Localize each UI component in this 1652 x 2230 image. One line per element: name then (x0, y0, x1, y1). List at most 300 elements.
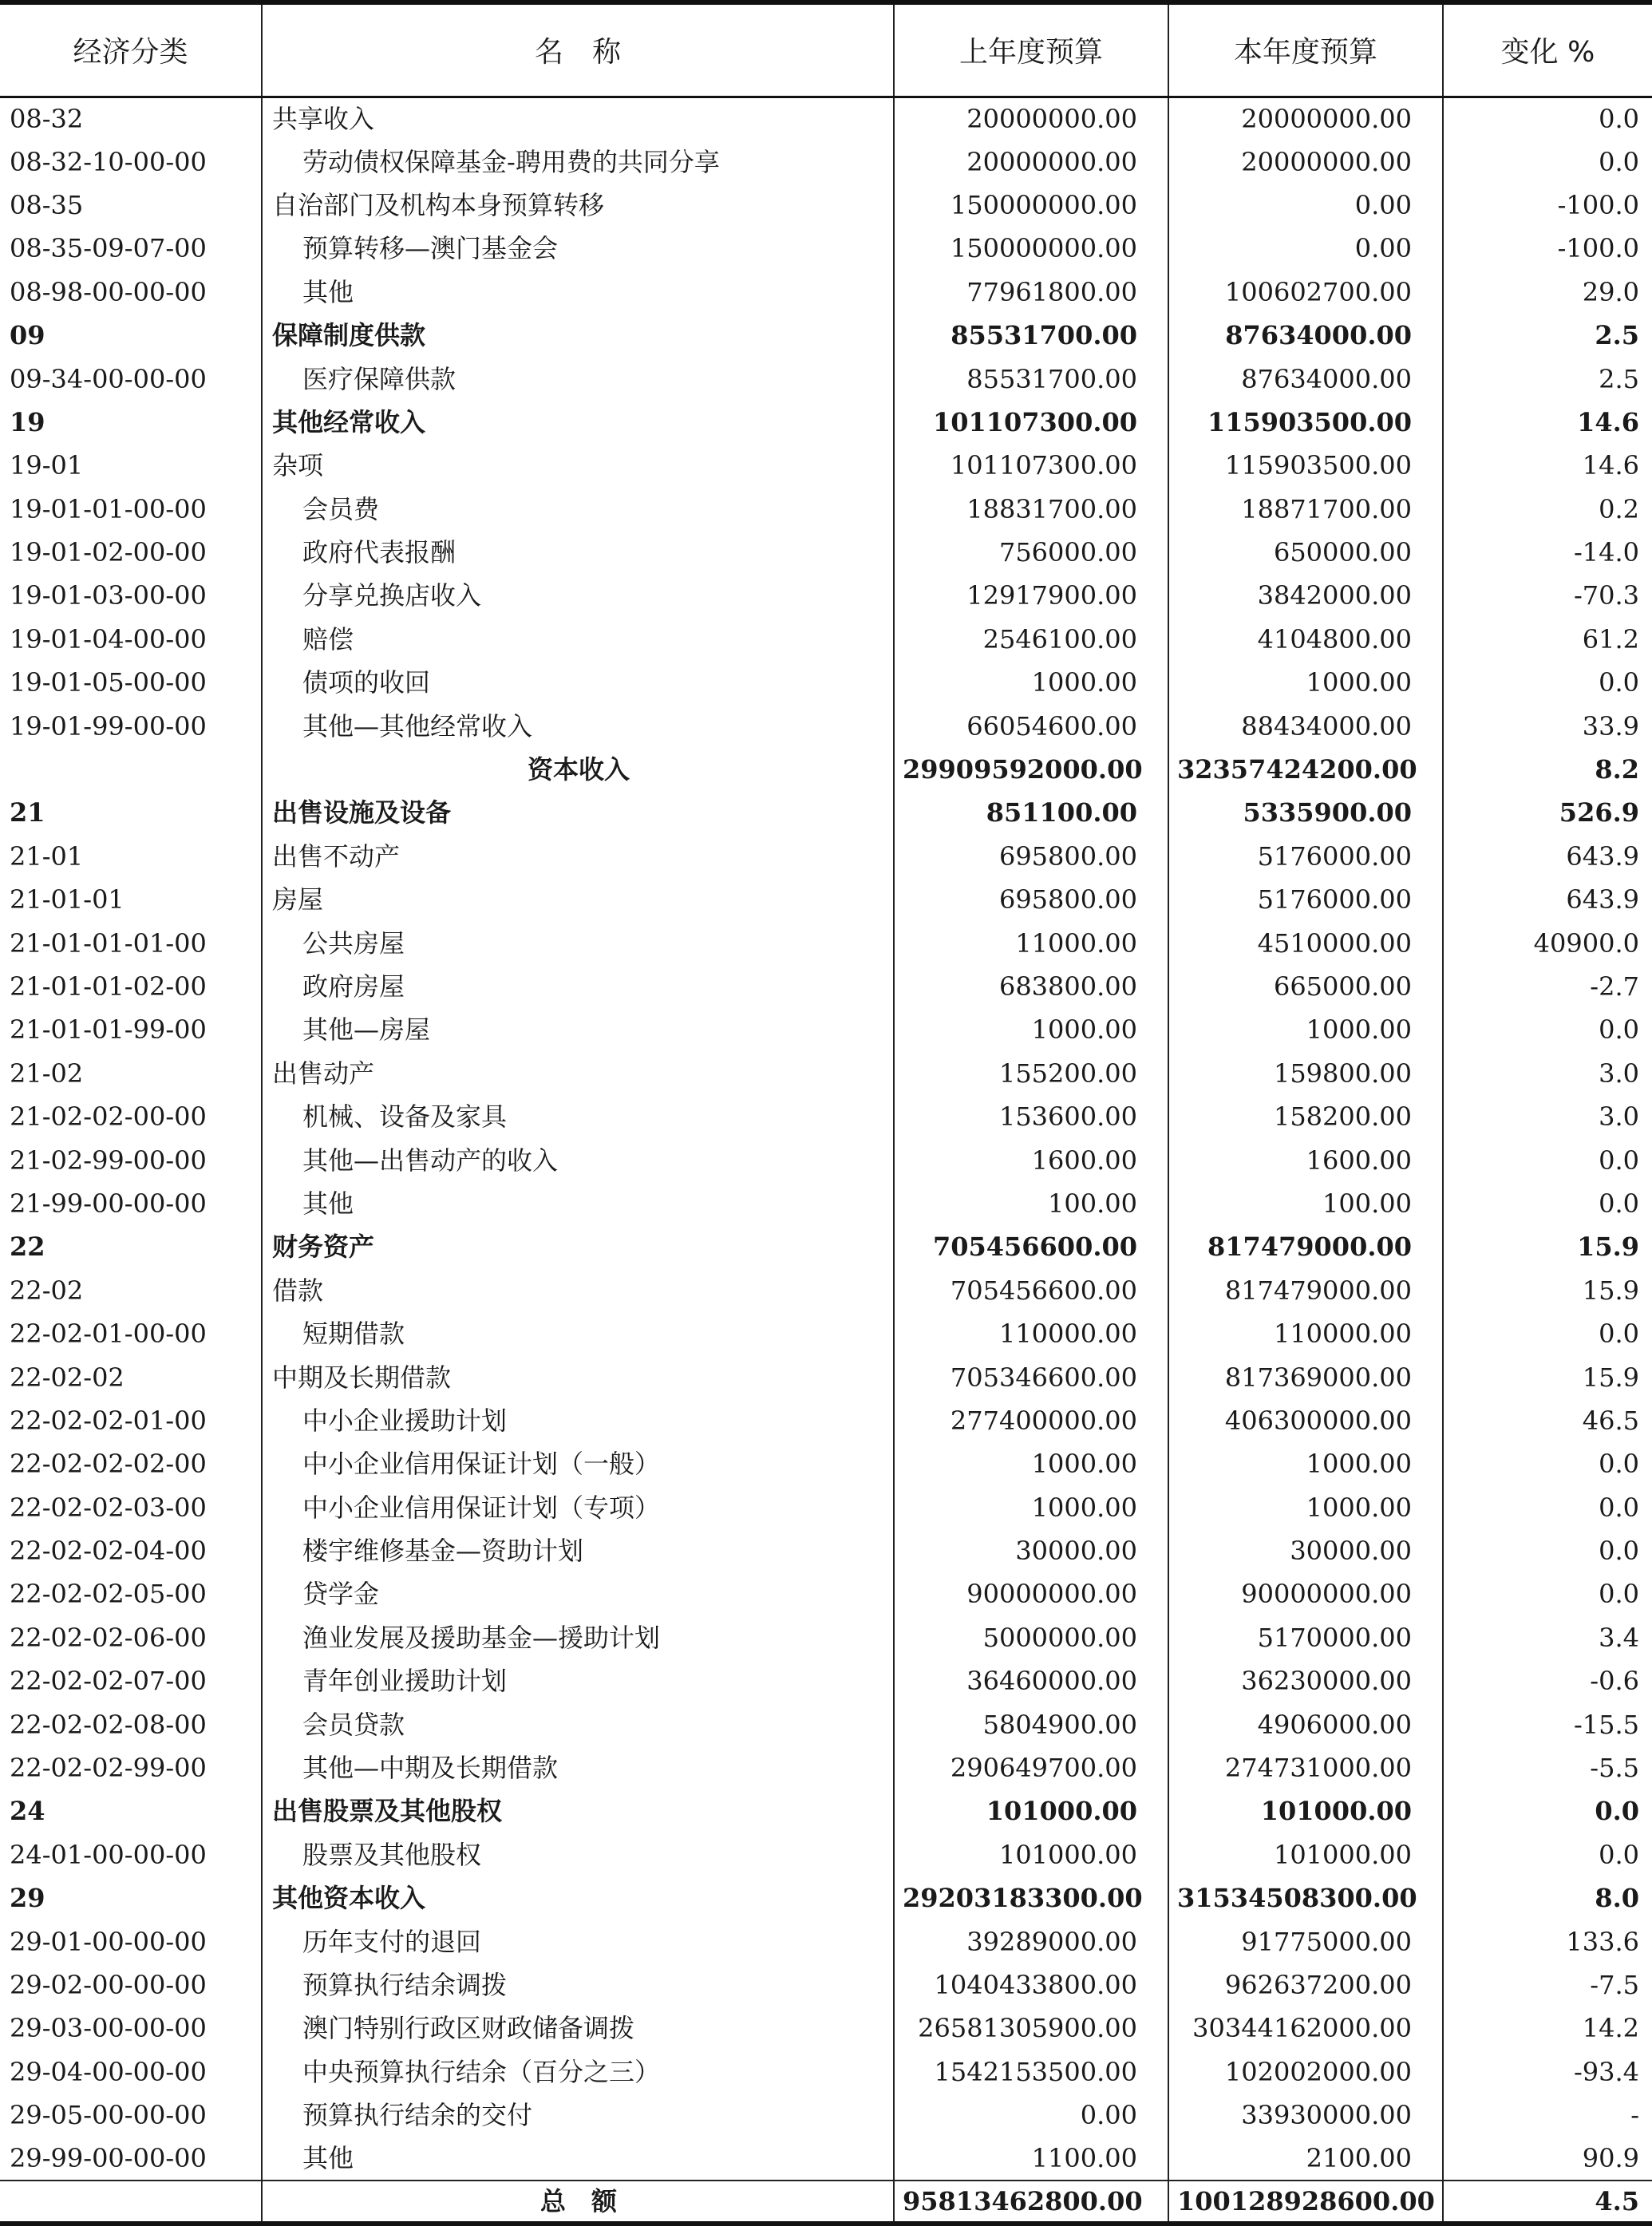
table-row (0, 1529, 1652, 1572)
current-year-amount: 5335900.00 (1168, 791, 1443, 834)
item-name: 出售不动产 (262, 835, 894, 878)
previous-year-amount: 11000.00 (894, 921, 1168, 964)
item-name: 预算执行结余调拨 (262, 1963, 894, 2007)
change-percent: 3.4 (1599, 1622, 1639, 1653)
change-percent: -93.4 (1573, 2056, 1639, 2087)
item-name: 渔业发展及援助基金—援助计划 (262, 1616, 894, 1659)
change-percent: 0.0 (1599, 1492, 1639, 1523)
previous-year-amount: 101000.00 (894, 1789, 1168, 1833)
previous-year-amount: 290649700.00 (894, 1746, 1168, 1789)
current-year-amount: 2100.00 (1168, 2137, 1443, 2180)
change-percent: 15.9 (1582, 1362, 1639, 1393)
previous-year-amount: 12917900.00 (894, 574, 1168, 617)
table-row (0, 1746, 1652, 1789)
table-row (0, 1225, 1652, 1268)
item-name: 楼宇维修基金—资助计划 (262, 1529, 894, 1572)
change-percent: 0.0 (1599, 667, 1639, 698)
item-name: 债项的收回 (262, 661, 894, 704)
current-year-amount: 406300000.00 (1168, 1399, 1443, 1442)
item-name: 其他经常收入 (262, 401, 894, 444)
previous-year-amount: 101000.00 (894, 1833, 1168, 1876)
economic-code: 08-35-09-07-00 (0, 227, 262, 270)
table-row (0, 1355, 1652, 1398)
table-row (0, 1052, 1652, 1095)
previous-year-amount: 26581305900.00 (894, 2007, 1168, 2050)
item-name: 赔偿 (262, 618, 894, 661)
current-year-amount: 101000.00 (1168, 1789, 1443, 1833)
item-name: 中期及长期借款 (262, 1355, 894, 1398)
table-row (0, 184, 1652, 227)
total-current-year: 100128928600.00 (1168, 2181, 1443, 2224)
economic-code: 19-01 (0, 444, 262, 487)
current-year-amount: 91775000.00 (1168, 1920, 1443, 1963)
economic-code: 08-32 (0, 97, 262, 140)
item-name: 历年支付的退回 (262, 1920, 894, 1963)
economic-code: 22-02-02-08-00 (0, 1702, 262, 1746)
previous-year-amount: 39289000.00 (894, 1920, 1168, 1963)
previous-year-amount: 85531700.00 (894, 357, 1168, 400)
previous-year-amount: 705456600.00 (894, 1225, 1168, 1268)
table-row (0, 1399, 1652, 1442)
previous-year-amount: 851100.00 (894, 791, 1168, 834)
change-percent: 0.0 (1599, 1579, 1639, 1610)
change-percent: 2.5 (1595, 320, 1639, 351)
header-previous-year-budget: 上年度预算 (894, 2, 1168, 97)
table-row (0, 1138, 1652, 1181)
item-name: 中小企业信用保证计划（专项） (262, 1486, 894, 1529)
economic-code: 21 (0, 791, 262, 834)
current-year-amount: 5176000.00 (1168, 878, 1443, 921)
economic-code: 22-02-02-07-00 (0, 1659, 262, 1702)
change-percent: 0.0 (1599, 1449, 1639, 1480)
change-percent: 643.9 (1566, 840, 1639, 872)
total-row (0, 2181, 1652, 2224)
table-row (0, 227, 1652, 270)
table-header (0, 2, 1652, 97)
economic-code: 21-99-00-00-00 (0, 1182, 262, 1225)
current-year-amount: 33930000.00 (1168, 2094, 1443, 2137)
item-name: 出售动产 (262, 1052, 894, 1095)
change-percent: -0.6 (1590, 1666, 1639, 1697)
economic-code: 22-02-02-99-00 (0, 1746, 262, 1789)
previous-year-amount: 85531700.00 (894, 314, 1168, 357)
table-row (0, 488, 1652, 531)
previous-year-amount: 90000000.00 (894, 1572, 1168, 1615)
previous-year-amount: 100.00 (894, 1182, 1168, 1225)
economic-code: 22 (0, 1225, 262, 1268)
change-percent: 0.0 (1599, 146, 1639, 177)
table-row (0, 1920, 1652, 1963)
item-name: 医疗保障供款 (262, 357, 894, 400)
current-year-amount: 158200.00 (1168, 1095, 1443, 1138)
table-row (0, 1833, 1652, 1876)
item-name: 其他—其他经常收入 (262, 704, 894, 747)
table-row (0, 2050, 1652, 2094)
change-percent: 29.0 (1582, 276, 1639, 307)
current-year-amount: 100602700.00 (1168, 271, 1443, 314)
previous-year-amount: 77961800.00 (894, 271, 1168, 314)
current-year-amount: 90000000.00 (1168, 1572, 1443, 1615)
economic-code: 29-01-00-00-00 (0, 1920, 262, 1963)
current-year-amount: 102002000.00 (1168, 2050, 1443, 2094)
previous-year-amount: 150000000.00 (894, 227, 1168, 270)
item-name: 分享兑换店收入 (262, 574, 894, 617)
current-year-amount: 30344162000.00 (1168, 2007, 1443, 2050)
change-percent: 40900.0 (1533, 927, 1639, 959)
current-year-amount: 36230000.00 (1168, 1659, 1443, 1702)
item-name: 自治部门及机构本身预算转移 (262, 184, 894, 227)
current-year-amount: 20000000.00 (1168, 97, 1443, 140)
current-year-amount: 100.00 (1168, 1182, 1443, 1225)
economic-code: 19-01-02-00-00 (0, 531, 262, 574)
table-row (0, 1616, 1652, 1659)
change-percent: 46.5 (1582, 1405, 1639, 1436)
economic-code: 08-98-00-00-00 (0, 271, 262, 314)
change-percent: 0.0 (1599, 1536, 1639, 1567)
economic-code: 19-01-01-00-00 (0, 488, 262, 531)
change-percent: 14.6 (1577, 406, 1639, 437)
current-year-amount: 1000.00 (1168, 1486, 1443, 1529)
table-row (0, 1486, 1652, 1529)
table-row (0, 1572, 1652, 1615)
economic-code: 22-02-02-06-00 (0, 1616, 262, 1659)
item-name: 预算执行结余的交付 (262, 2094, 894, 2137)
economic-code: 21-02-02-00-00 (0, 1095, 262, 1138)
current-year-amount: 1000.00 (1168, 661, 1443, 704)
economic-code: 24-01-00-00-00 (0, 1833, 262, 1876)
economic-code (0, 748, 262, 791)
current-year-amount: 32357424200.00 (1168, 748, 1443, 791)
current-year-amount: 274731000.00 (1168, 1746, 1443, 1789)
current-year-amount: 5170000.00 (1168, 1616, 1443, 1659)
table-row (0, 1876, 1652, 1920)
item-name: 杂项 (262, 444, 894, 487)
previous-year-amount: 155200.00 (894, 1052, 1168, 1095)
economic-code: 29-99-00-00-00 (0, 2137, 262, 2180)
change-percent: 2.5 (1599, 363, 1639, 394)
table-row (0, 748, 1652, 791)
current-year-amount: 4906000.00 (1168, 1702, 1443, 1746)
table-row (0, 1269, 1652, 1312)
item-name: 预算转移—澳门基金会 (262, 227, 894, 270)
item-name: 澳门特别行政区财政储备调拨 (262, 2007, 894, 2050)
table-row (0, 1008, 1652, 1051)
previous-year-amount: 277400000.00 (894, 1399, 1168, 1442)
table-row (0, 878, 1652, 921)
change-percent: 14.2 (1582, 2013, 1639, 2044)
change-percent: 0.0 (1599, 1839, 1639, 1870)
current-year-amount: 0.00 (1168, 184, 1443, 227)
change-percent: 0.0 (1599, 1319, 1639, 1350)
item-name: 保障制度供款 (262, 314, 894, 357)
economic-code: 21-01-01-02-00 (0, 965, 262, 1008)
previous-year-amount: 1100.00 (894, 2137, 1168, 2180)
change-percent: -5.5 (1590, 1753, 1639, 1784)
table-row (0, 1312, 1652, 1355)
item-name: 财务资产 (262, 1225, 894, 1268)
item-name: 其他—出售动产的收入 (262, 1138, 894, 1181)
change-percent: 526.9 (1559, 797, 1639, 828)
change-percent: 643.9 (1566, 884, 1639, 915)
item-name: 其他—房屋 (262, 1008, 894, 1051)
economic-code: 22-02-02-01-00 (0, 1399, 262, 1442)
change-percent: 15.9 (1577, 1232, 1639, 1263)
economic-code: 19-01-05-00-00 (0, 661, 262, 704)
item-name: 劳动债权保障基金-聘用费的共同分享 (262, 140, 894, 183)
change-percent: -7.5 (1590, 1969, 1639, 2000)
change-percent: -100.0 (1557, 233, 1639, 264)
previous-year-amount: 101107300.00 (894, 444, 1168, 487)
table-row (0, 444, 1652, 487)
total-previous-year: 95813462800.00 (894, 2181, 1168, 2224)
current-year-amount: 1000.00 (1168, 1442, 1443, 1485)
current-year-amount: 817479000.00 (1168, 1269, 1443, 1312)
total-label: 总 额 (262, 2181, 894, 2224)
item-name: 出售股票及其他股权 (262, 1789, 894, 1833)
change-percent: 0.0 (1595, 1796, 1639, 1827)
current-year-amount: 18871700.00 (1168, 488, 1443, 531)
economic-code: 19 (0, 401, 262, 444)
current-year-amount: 87634000.00 (1168, 314, 1443, 357)
previous-year-amount: 1000.00 (894, 1442, 1168, 1485)
previous-year-amount: 29203183300.00 (894, 1876, 1168, 1920)
previous-year-amount: 5804900.00 (894, 1702, 1168, 1746)
previous-year-amount: 1000.00 (894, 1486, 1168, 1529)
item-name: 政府房屋 (262, 965, 894, 1008)
change-percent: 90.9 (1582, 2143, 1639, 2174)
table-row (0, 835, 1652, 878)
current-year-amount: 4510000.00 (1168, 921, 1443, 964)
economic-code: 21-01-01 (0, 878, 262, 921)
economic-code: 29-03-00-00-00 (0, 2007, 262, 2050)
change-percent: 33.9 (1582, 710, 1639, 741)
previous-year-amount: 695800.00 (894, 878, 1168, 921)
previous-year-amount: 1600.00 (894, 1138, 1168, 1181)
table-row (0, 1442, 1652, 1485)
item-name: 会员费 (262, 488, 894, 531)
previous-year-amount: 705346600.00 (894, 1355, 1168, 1398)
previous-year-amount: 20000000.00 (894, 97, 1168, 140)
table-row (0, 1659, 1652, 1702)
total-change-percent: 4.5 (1443, 2181, 1652, 2224)
total-code-cell (0, 2181, 262, 2224)
economic-code: 24 (0, 1789, 262, 1833)
header-current-year-budget: 本年度预算 (1168, 2, 1443, 97)
item-name: 中小企业信用保证计划（一般） (262, 1442, 894, 1485)
change-percent: 0.2 (1599, 493, 1639, 524)
item-name: 借款 (262, 1269, 894, 1312)
current-year-amount: 3842000.00 (1168, 574, 1443, 617)
current-year-amount: 0.00 (1168, 227, 1443, 270)
economic-code: 21-02 (0, 1052, 262, 1095)
item-name: 房屋 (262, 878, 894, 921)
economic-code: 29 (0, 1876, 262, 1920)
previous-year-amount: 705456600.00 (894, 1269, 1168, 1312)
table-row (0, 1789, 1652, 1833)
previous-year-amount: 695800.00 (894, 835, 1168, 878)
table-row (0, 1702, 1652, 1746)
item-name: 贷学金 (262, 1572, 894, 1615)
change-percent: 3.0 (1599, 1058, 1639, 1089)
table-row (0, 401, 1652, 444)
current-year-amount: 159800.00 (1168, 1052, 1443, 1095)
economic-code: 09 (0, 314, 262, 357)
previous-year-amount: 1542153500.00 (894, 2050, 1168, 2094)
change-percent: 0.0 (1599, 1145, 1639, 1176)
change-percent: 14.6 (1582, 450, 1639, 481)
previous-year-amount: 29909592000.00 (894, 748, 1168, 791)
current-year-amount: 31534508300.00 (1168, 1876, 1443, 1920)
table-row (0, 1182, 1652, 1225)
change-percent: -2.7 (1590, 971, 1639, 1002)
table-row (0, 574, 1652, 617)
change-percent: 15.9 (1582, 1275, 1639, 1306)
table-row (0, 2094, 1652, 2137)
current-year-amount: 5176000.00 (1168, 835, 1443, 878)
item-name: 中小企业援助计划 (262, 1399, 894, 1442)
table-row (0, 271, 1652, 314)
table-row (0, 921, 1652, 964)
economic-code: 29-02-00-00-00 (0, 1963, 262, 2007)
previous-year-amount: 20000000.00 (894, 140, 1168, 183)
economic-code: 08-32-10-00-00 (0, 140, 262, 183)
economic-code: 22-02-02 (0, 1355, 262, 1398)
table-row (0, 2007, 1652, 2050)
economic-code: 22-02-02-05-00 (0, 1572, 262, 1615)
change-percent: 0.0 (1599, 103, 1639, 134)
change-percent: 133.6 (1566, 1926, 1639, 1957)
previous-year-amount: 2546100.00 (894, 618, 1168, 661)
previous-year-amount: 5000000.00 (894, 1616, 1168, 1659)
table-row (0, 791, 1652, 834)
economic-code: 22-02-02-04-00 (0, 1529, 262, 1572)
previous-year-amount: 1000.00 (894, 661, 1168, 704)
table-row (0, 704, 1652, 747)
current-year-amount: 20000000.00 (1168, 140, 1443, 183)
change-percent: -100.0 (1557, 189, 1639, 220)
table-row (0, 1095, 1652, 1138)
economic-code: 21-01 (0, 835, 262, 878)
header-name: 名 称 (262, 2, 894, 97)
change-percent: 0.0 (1599, 1188, 1639, 1219)
current-year-amount: 650000.00 (1168, 531, 1443, 574)
current-year-amount: 4104800.00 (1168, 618, 1443, 661)
item-name: 股票及其他股权 (262, 1833, 894, 1876)
change-percent: -14.0 (1573, 537, 1639, 568)
current-year-amount: 1000.00 (1168, 1008, 1443, 1051)
current-year-amount: 101000.00 (1168, 1833, 1443, 1876)
item-name: 资本收入 (262, 748, 894, 791)
item-name: 其他资本收入 (262, 1876, 894, 1920)
item-name: 其他 (262, 2137, 894, 2180)
table-row (0, 97, 1652, 140)
economic-code: 21-01-01-01-00 (0, 921, 262, 964)
current-year-amount: 30000.00 (1168, 1529, 1443, 1572)
current-year-amount: 87634000.00 (1168, 357, 1443, 400)
change-percent: 0.0 (1599, 1014, 1639, 1046)
previous-year-amount: 101107300.00 (894, 401, 1168, 444)
economic-code: 08-35 (0, 184, 262, 227)
item-name: 其他 (262, 1182, 894, 1225)
change-percent: 8.2 (1595, 754, 1639, 785)
current-year-amount: 88434000.00 (1168, 704, 1443, 747)
item-name: 政府代表报酬 (262, 531, 894, 574)
table-row (0, 314, 1652, 357)
table-row (0, 531, 1652, 574)
item-name: 青年创业援助计划 (262, 1659, 894, 1702)
change-percent: - (1630, 2100, 1639, 2131)
change-percent: 61.2 (1582, 623, 1639, 654)
economic-code: 22-02-02-02-00 (0, 1442, 262, 1485)
economic-code: 19-01-03-00-00 (0, 574, 262, 617)
item-name: 共享收入 (262, 97, 894, 140)
current-year-amount: 115903500.00 (1168, 401, 1443, 444)
header-change-percent: 变化 % (1443, 2, 1652, 97)
table-row (0, 618, 1652, 661)
previous-year-amount: 18831700.00 (894, 488, 1168, 531)
table-row (0, 140, 1652, 183)
economic-code: 22-02-01-00-00 (0, 1312, 262, 1355)
table-row (0, 1963, 1652, 2007)
current-year-amount: 115903500.00 (1168, 444, 1443, 487)
item-name: 短期借款 (262, 1312, 894, 1355)
previous-year-amount: 1040433800.00 (894, 1963, 1168, 2007)
item-name: 公共房屋 (262, 921, 894, 964)
economic-code: 29-05-00-00-00 (0, 2094, 262, 2137)
economic-code: 29-04-00-00-00 (0, 2050, 262, 2094)
economic-code: 22-02-02-03-00 (0, 1486, 262, 1529)
economic-code: 21-01-01-99-00 (0, 1008, 262, 1051)
current-year-amount: 962637200.00 (1168, 1963, 1443, 2007)
table-row (0, 2137, 1652, 2180)
current-year-amount: 1600.00 (1168, 1138, 1443, 1181)
previous-year-amount: 0.00 (894, 2094, 1168, 2137)
economic-code: 21-02-99-00-00 (0, 1138, 262, 1181)
previous-year-amount: 1000.00 (894, 1008, 1168, 1051)
change-percent: -15.5 (1573, 1709, 1639, 1740)
previous-year-amount: 110000.00 (894, 1312, 1168, 1355)
table-body (0, 97, 1652, 2224)
table-row (0, 661, 1652, 704)
previous-year-amount: 756000.00 (894, 531, 1168, 574)
item-name: 会员贷款 (262, 1702, 894, 1746)
item-name: 中央预算执行结余（百分之三） (262, 2050, 894, 2094)
economic-code: 09-34-00-00-00 (0, 357, 262, 400)
previous-year-amount: 66054600.00 (894, 704, 1168, 747)
economic-code: 22-02 (0, 1269, 262, 1312)
item-name: 其他 (262, 271, 894, 314)
header-economic-class: 经济分类 (0, 2, 262, 97)
current-year-amount: 817369000.00 (1168, 1355, 1443, 1398)
item-name: 出售设施及设备 (262, 791, 894, 834)
previous-year-amount: 153600.00 (894, 1095, 1168, 1138)
economic-code: 19-01-99-00-00 (0, 704, 262, 747)
previous-year-amount: 30000.00 (894, 1529, 1168, 1572)
current-year-amount: 665000.00 (1168, 965, 1443, 1008)
previous-year-amount: 683800.00 (894, 965, 1168, 1008)
change-percent: -70.3 (1573, 580, 1639, 611)
change-percent: 8.0 (1595, 1883, 1639, 1914)
item-name: 机械、设备及家具 (262, 1095, 894, 1138)
current-year-amount: 817479000.00 (1168, 1225, 1443, 1268)
economic-code: 19-01-04-00-00 (0, 618, 262, 661)
table-row (0, 965, 1652, 1008)
item-name: 其他—中期及长期借款 (262, 1746, 894, 1789)
previous-year-amount: 150000000.00 (894, 184, 1168, 227)
change-percent: 3.0 (1599, 1101, 1639, 1133)
table-row (0, 357, 1652, 400)
current-year-amount: 110000.00 (1168, 1312, 1443, 1355)
